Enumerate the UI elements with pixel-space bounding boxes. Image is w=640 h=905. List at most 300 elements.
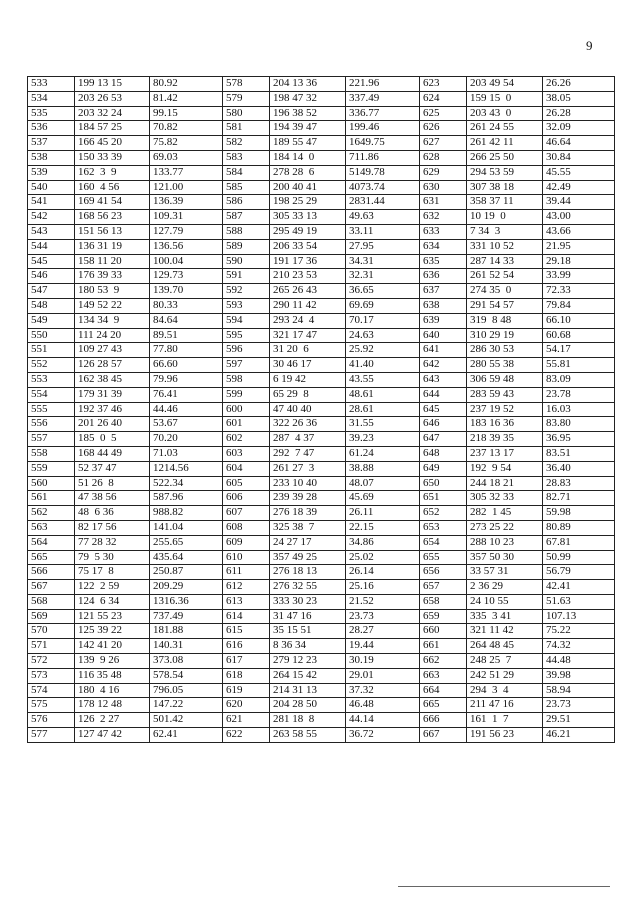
- table-cell-point-number: 646: [420, 417, 467, 432]
- table-cell-distance: 51.63: [543, 594, 615, 609]
- table-cell-bearing: 263 58 55: [270, 728, 346, 743]
- table-cell-bearing: 310 29 19: [467, 328, 543, 343]
- table-cell-point-number: 586: [223, 195, 270, 210]
- table-cell-point-number: 545: [28, 254, 75, 269]
- table-cell-bearing: 77 28 32: [75, 535, 150, 550]
- table-cell-distance: 147.22: [150, 698, 223, 713]
- table-cell-distance: 33.11: [346, 224, 420, 239]
- table-cell-distance: 77.80: [150, 343, 223, 358]
- table-cell-point-number: 618: [223, 668, 270, 683]
- table-cell-bearing: 204 28 50: [270, 698, 346, 713]
- table-cell-bearing: 10 19 0: [467, 210, 543, 225]
- table-cell-distance: 25.02: [346, 550, 420, 565]
- table-cell-point-number: 630: [420, 180, 467, 195]
- table-cell-point-number: 661: [420, 639, 467, 654]
- table-cell-distance: 36.72: [346, 728, 420, 743]
- table-row: [28, 639, 615, 654]
- table-cell-point-number: 571: [28, 639, 75, 654]
- table-cell-distance: 66.60: [150, 358, 223, 373]
- table-row: [28, 594, 615, 609]
- table-cell-distance: 72.33: [543, 284, 615, 299]
- table-cell-point-number: 584: [223, 165, 270, 180]
- table-cell-point-number: 540: [28, 180, 75, 195]
- table-cell-point-number: 637: [420, 284, 467, 299]
- table-cell-distance: 48.61: [346, 387, 420, 402]
- table-cell-distance: 136.56: [150, 239, 223, 254]
- table-cell-point-number: 537: [28, 136, 75, 151]
- table-cell-distance: 16.03: [543, 402, 615, 417]
- table-cell-point-number: 606: [223, 491, 270, 506]
- table-row: [28, 535, 615, 550]
- table-cell-bearing: 305 32 33: [467, 491, 543, 506]
- table-cell-bearing: 242 51 29: [467, 668, 543, 683]
- table-cell-distance: 71.03: [150, 446, 223, 461]
- table-cell-distance: 199.46: [346, 121, 420, 136]
- table-cell-point-number: 559: [28, 461, 75, 476]
- table-row: [28, 432, 615, 447]
- table-cell-bearing: 206 33 54: [270, 239, 346, 254]
- table-cell-distance: 83.51: [543, 446, 615, 461]
- table-row: [28, 491, 615, 506]
- table-cell-distance: 44.14: [346, 713, 420, 728]
- table-cell-bearing: 358 37 11: [467, 195, 543, 210]
- table-cell-bearing: 292 7 47: [270, 446, 346, 461]
- table-cell-bearing: 150 33 39: [75, 150, 150, 165]
- table-cell-bearing: 286 30 53: [467, 343, 543, 358]
- table-cell-point-number: 582: [223, 136, 270, 151]
- table-cell-point-number: 638: [420, 298, 467, 313]
- table-cell-bearing: 239 39 28: [270, 491, 346, 506]
- table-cell-point-number: 608: [223, 520, 270, 535]
- table-cell-point-number: 611: [223, 565, 270, 580]
- table-cell-point-number: 572: [28, 654, 75, 669]
- table-cell-bearing: 184 14 0: [270, 150, 346, 165]
- table-cell-bearing: 7 34 3: [467, 224, 543, 239]
- table-cell-distance: 32.31: [346, 269, 420, 284]
- table-cell-distance: 24.63: [346, 328, 420, 343]
- table-cell-bearing: 124 6 34: [75, 594, 150, 609]
- table-cell-bearing: 281 18 8: [270, 713, 346, 728]
- table-cell-distance: 133.77: [150, 165, 223, 180]
- table-cell-distance: 26.11: [346, 506, 420, 521]
- table-row: [28, 668, 615, 683]
- table-cell-bearing: 237 19 52: [467, 402, 543, 417]
- table-cell-distance: 136.39: [150, 195, 223, 210]
- table-cell-bearing: 306 59 48: [467, 372, 543, 387]
- table-cell-distance: 25.16: [346, 580, 420, 595]
- table-cell-distance: 1316.36: [150, 594, 223, 609]
- table-cell-bearing: 30 46 17: [270, 358, 346, 373]
- table-cell-point-number: 569: [28, 609, 75, 624]
- table-cell-distance: 32.09: [543, 121, 615, 136]
- table-cell-point-number: 553: [28, 372, 75, 387]
- table-cell-bearing: 274 35 0: [467, 284, 543, 299]
- table-cell-bearing: 294 53 59: [467, 165, 543, 180]
- table-cell-bearing: 33 57 31: [467, 565, 543, 580]
- table-cell-bearing: 166 45 20: [75, 136, 150, 151]
- table-cell-point-number: 538: [28, 150, 75, 165]
- table-cell-point-number: 556: [28, 417, 75, 432]
- table-cell-bearing: 261 52 54: [467, 269, 543, 284]
- table-cell-distance: 66.10: [543, 313, 615, 328]
- table-cell-bearing: 6 19 42: [270, 372, 346, 387]
- table-cell-distance: 46.64: [543, 136, 615, 151]
- table-cell-point-number: 588: [223, 224, 270, 239]
- table-cell-bearing: 335 3 41: [467, 609, 543, 624]
- table-cell-point-number: 533: [28, 77, 75, 92]
- table-cell-bearing: 198 25 29: [270, 195, 346, 210]
- table-cell-distance: 67.81: [543, 535, 615, 550]
- table-cell-distance: 70.20: [150, 432, 223, 447]
- table-cell-bearing: 203 32 24: [75, 106, 150, 121]
- table-cell-distance: 43.55: [346, 372, 420, 387]
- table-cell-point-number: 601: [223, 417, 270, 432]
- table-row: [28, 136, 615, 151]
- table-cell-bearing: 200 40 41: [270, 180, 346, 195]
- table-cell-point-number: 578: [223, 77, 270, 92]
- table-cell-point-number: 642: [420, 358, 467, 373]
- table-cell-point-number: 650: [420, 476, 467, 491]
- table-cell-point-number: 609: [223, 535, 270, 550]
- table-row: [28, 121, 615, 136]
- table-cell-point-number: 657: [420, 580, 467, 595]
- table-cell-bearing: 331 10 52: [467, 239, 543, 254]
- table-cell-distance: 83.80: [543, 417, 615, 432]
- table-cell-bearing: 203 49 54: [467, 77, 543, 92]
- table-cell-point-number: 591: [223, 269, 270, 284]
- table-cell-distance: 75.82: [150, 136, 223, 151]
- table-cell-bearing: 180 53 9: [75, 284, 150, 299]
- table-cell-point-number: 639: [420, 313, 467, 328]
- table-cell-distance: 1649.75: [346, 136, 420, 151]
- table-cell-distance: 21.52: [346, 594, 420, 609]
- table-cell-point-number: 598: [223, 372, 270, 387]
- table-row: [28, 165, 615, 180]
- footer-rule: [398, 886, 610, 887]
- table-cell-distance: 26.26: [543, 77, 615, 92]
- table-row: [28, 402, 615, 417]
- table-cell-distance: 26.28: [543, 106, 615, 121]
- table-cell-bearing: 291 54 57: [467, 298, 543, 313]
- table-cell-bearing: 261 27 3: [270, 461, 346, 476]
- table-row: [28, 520, 615, 535]
- table-cell-point-number: 660: [420, 624, 467, 639]
- table-cell-distance: 44.46: [150, 402, 223, 417]
- table-cell-distance: 43.00: [543, 210, 615, 225]
- table-cell-distance: 70.17: [346, 313, 420, 328]
- table-cell-distance: 988.82: [150, 506, 223, 521]
- table-cell-distance: 84.64: [150, 313, 223, 328]
- table-cell-point-number: 653: [420, 520, 467, 535]
- table-cell-bearing: 142 41 20: [75, 639, 150, 654]
- table-cell-bearing: 122 2 59: [75, 580, 150, 595]
- table-cell-distance: 75.22: [543, 624, 615, 639]
- table-cell-distance: 79.84: [543, 298, 615, 313]
- table-cell-distance: 25.92: [346, 343, 420, 358]
- table-cell-distance: 46.48: [346, 698, 420, 713]
- table-cell-point-number: 552: [28, 358, 75, 373]
- table-cell-distance: 1214.56: [150, 461, 223, 476]
- table-cell-bearing: 294 3 4: [467, 683, 543, 698]
- page-number: 9: [586, 38, 593, 53]
- table-cell-bearing: 139 9 26: [75, 654, 150, 669]
- table-cell-distance: 522.34: [150, 476, 223, 491]
- table-cell-distance: 373.08: [150, 654, 223, 669]
- table-row: [28, 358, 615, 373]
- table-cell-point-number: 617: [223, 654, 270, 669]
- table-cell-distance: 221.96: [346, 77, 420, 92]
- table-cell-distance: 36.95: [543, 432, 615, 447]
- table-cell-bearing: 201 26 40: [75, 417, 150, 432]
- table-cell-point-number: 663: [420, 668, 467, 683]
- table-cell-point-number: 574: [28, 683, 75, 698]
- table-cell-bearing: 151 56 13: [75, 224, 150, 239]
- table-cell-bearing: 160 4 56: [75, 180, 150, 195]
- table-cell-distance: 69.03: [150, 150, 223, 165]
- table-cell-point-number: 595: [223, 328, 270, 343]
- table-cell-distance: 23.73: [346, 609, 420, 624]
- table-cell-distance: 141.04: [150, 520, 223, 535]
- table-cell-distance: 46.21: [543, 728, 615, 743]
- table-cell-distance: 53.67: [150, 417, 223, 432]
- table-cell-point-number: 568: [28, 594, 75, 609]
- table-cell-point-number: 648: [420, 446, 467, 461]
- table-cell-distance: 29.51: [543, 713, 615, 728]
- table-row: [28, 298, 615, 313]
- table-cell-point-number: 566: [28, 565, 75, 580]
- table-cell-point-number: 577: [28, 728, 75, 743]
- table-cell-bearing: 237 13 17: [467, 446, 543, 461]
- table-cell-distance: 81.42: [150, 91, 223, 106]
- table-cell-point-number: 615: [223, 624, 270, 639]
- table-cell-bearing: 47 40 40: [270, 402, 346, 417]
- table-cell-point-number: 620: [223, 698, 270, 713]
- table-cell-point-number: 641: [420, 343, 467, 358]
- table-cell-point-number: 629: [420, 165, 467, 180]
- table-cell-bearing: 279 12 23: [270, 654, 346, 669]
- table-row: [28, 609, 615, 624]
- table-row: [28, 698, 615, 713]
- table-cell-distance: 140.31: [150, 639, 223, 654]
- table-cell-distance: 37.32: [346, 683, 420, 698]
- table-cell-distance: 50.99: [543, 550, 615, 565]
- table-cell-point-number: 634: [420, 239, 467, 254]
- table-cell-distance: 501.42: [150, 713, 223, 728]
- table-cell-bearing: 189 55 47: [270, 136, 346, 151]
- table-cell-bearing: 266 25 50: [467, 150, 543, 165]
- table-cell-point-number: 664: [420, 683, 467, 698]
- table-cell-bearing: 35 15 51: [270, 624, 346, 639]
- table-cell-point-number: 628: [420, 150, 467, 165]
- table-row: [28, 580, 615, 595]
- table-row: [28, 195, 615, 210]
- table-cell-bearing: 196 38 52: [270, 106, 346, 121]
- table-cell-distance: 48.07: [346, 476, 420, 491]
- table-cell-point-number: 623: [420, 77, 467, 92]
- table-cell-bearing: 192 9 54: [467, 461, 543, 476]
- table-cell-point-number: 644: [420, 387, 467, 402]
- table-cell-distance: 107.13: [543, 609, 615, 624]
- table-cell-bearing: 233 10 40: [270, 476, 346, 491]
- table-cell-bearing: 136 31 19: [75, 239, 150, 254]
- table-cell-point-number: 535: [28, 106, 75, 121]
- table-cell-bearing: 51 26 8: [75, 476, 150, 491]
- table-cell-distance: 36.65: [346, 284, 420, 299]
- table-cell-point-number: 543: [28, 224, 75, 239]
- table-cell-bearing: 178 12 48: [75, 698, 150, 713]
- table-row: [28, 284, 615, 299]
- table-cell-bearing: 31 20 6: [270, 343, 346, 358]
- table-cell-distance: 22.15: [346, 520, 420, 535]
- table-row: [28, 387, 615, 402]
- table-cell-bearing: 158 11 20: [75, 254, 150, 269]
- table-cell-bearing: 273 25 22: [467, 520, 543, 535]
- table-cell-bearing: 295 49 19: [270, 224, 346, 239]
- table-cell-distance: 36.40: [543, 461, 615, 476]
- table-cell-point-number: 621: [223, 713, 270, 728]
- table-cell-bearing: 168 44 49: [75, 446, 150, 461]
- table-row: [28, 446, 615, 461]
- table-cell-bearing: 203 26 53: [75, 91, 150, 106]
- table-cell-bearing: 203 43 0: [467, 106, 543, 121]
- table-cell-point-number: 635: [420, 254, 467, 269]
- table-cell-bearing: 307 38 18: [467, 180, 543, 195]
- table-cell-point-number: 594: [223, 313, 270, 328]
- table-cell-point-number: 549: [28, 313, 75, 328]
- table-cell-bearing: 192 37 46: [75, 402, 150, 417]
- table-cell-distance: 796.05: [150, 683, 223, 698]
- table-cell-distance: 209.29: [150, 580, 223, 595]
- table-cell-bearing: 198 47 32: [270, 91, 346, 106]
- table-cell-bearing: 321 11 42: [467, 624, 543, 639]
- table-row: [28, 461, 615, 476]
- table-cell-bearing: 47 38 56: [75, 491, 150, 506]
- table-cell-distance: 19.44: [346, 639, 420, 654]
- table-cell-distance: 737.49: [150, 609, 223, 624]
- table-cell-distance: 28.61: [346, 402, 420, 417]
- table-cell-point-number: 576: [28, 713, 75, 728]
- table-row: [28, 506, 615, 521]
- table-cell-distance: 83.09: [543, 372, 615, 387]
- table-cell-distance: 42.49: [543, 180, 615, 195]
- table-cell-point-number: 602: [223, 432, 270, 447]
- table-cell-distance: 30.19: [346, 654, 420, 669]
- table-cell-point-number: 534: [28, 91, 75, 106]
- table-cell-point-number: 596: [223, 343, 270, 358]
- table-cell-distance: 2831.44: [346, 195, 420, 210]
- table-cell-distance: 45.55: [543, 165, 615, 180]
- table-cell-point-number: 624: [420, 91, 467, 106]
- table-cell-distance: 41.40: [346, 358, 420, 373]
- table-cell-point-number: 542: [28, 210, 75, 225]
- table-cell-distance: 61.24: [346, 446, 420, 461]
- table-cell-bearing: 125 39 22: [75, 624, 150, 639]
- table-cell-bearing: 24 27 17: [270, 535, 346, 550]
- table-cell-distance: 129.73: [150, 269, 223, 284]
- table-cell-bearing: 31 47 16: [270, 609, 346, 624]
- table-cell-point-number: 604: [223, 461, 270, 476]
- table-row: [28, 106, 615, 121]
- table-cell-point-number: 600: [223, 402, 270, 417]
- table-cell-distance: 49.63: [346, 210, 420, 225]
- table-cell-point-number: 640: [420, 328, 467, 343]
- table-cell-point-number: 619: [223, 683, 270, 698]
- table-cell-point-number: 643: [420, 372, 467, 387]
- table-cell-bearing: 218 39 35: [467, 432, 543, 447]
- table-cell-point-number: 593: [223, 298, 270, 313]
- table-cell-point-number: 585: [223, 180, 270, 195]
- table-cell-distance: 255.65: [150, 535, 223, 550]
- table-cell-bearing: 276 18 13: [270, 565, 346, 580]
- table-cell-point-number: 658: [420, 594, 467, 609]
- table-cell-point-number: 567: [28, 580, 75, 595]
- table-row: [28, 210, 615, 225]
- table-cell-bearing: 79 5 30: [75, 550, 150, 565]
- table-cell-bearing: 24 10 55: [467, 594, 543, 609]
- table-cell-bearing: 322 26 36: [270, 417, 346, 432]
- table-cell-point-number: 631: [420, 195, 467, 210]
- table-row: [28, 550, 615, 565]
- table-cell-bearing: 109 27 43: [75, 343, 150, 358]
- table-cell-point-number: 665: [420, 698, 467, 713]
- table-cell-point-number: 590: [223, 254, 270, 269]
- table-cell-bearing: 116 35 48: [75, 668, 150, 683]
- table-cell-point-number: 547: [28, 284, 75, 299]
- table-cell-bearing: 179 31 39: [75, 387, 150, 402]
- table-cell-distance: 21.95: [543, 239, 615, 254]
- table-cell-point-number: 558: [28, 446, 75, 461]
- table-row: [28, 224, 615, 239]
- table-cell-bearing: 357 50 30: [467, 550, 543, 565]
- table-row: [28, 624, 615, 639]
- table-cell-bearing: 176 39 33: [75, 269, 150, 284]
- table-cell-point-number: 592: [223, 284, 270, 299]
- table-cell-bearing: 149 52 22: [75, 298, 150, 313]
- table-cell-bearing: 127 47 42: [75, 728, 150, 743]
- table-cell-distance: 34.86: [346, 535, 420, 550]
- table-cell-bearing: 210 23 53: [270, 269, 346, 284]
- table-cell-distance: 711.86: [346, 150, 420, 165]
- table-cell-point-number: 636: [420, 269, 467, 284]
- table-cell-distance: 60.68: [543, 328, 615, 343]
- table-cell-bearing: 169 41 54: [75, 195, 150, 210]
- table-cell-point-number: 599: [223, 387, 270, 402]
- table-cell-distance: 42.41: [543, 580, 615, 595]
- table-cell-point-number: 656: [420, 565, 467, 580]
- table-cell-distance: 55.81: [543, 358, 615, 373]
- table-cell-distance: 39.23: [346, 432, 420, 447]
- table-cell-bearing: 264 15 42: [270, 668, 346, 683]
- table-cell-distance: 74.32: [543, 639, 615, 654]
- table-cell-distance: 109.31: [150, 210, 223, 225]
- table-cell-point-number: 565: [28, 550, 75, 565]
- table-cell-bearing: 265 26 43: [270, 284, 346, 299]
- table-cell-bearing: 204 13 36: [270, 77, 346, 92]
- table-cell-bearing: 159 15 0: [467, 91, 543, 106]
- table-cell-point-number: 544: [28, 239, 75, 254]
- table-cell-distance: 33.99: [543, 269, 615, 284]
- table-cell-distance: 89.51: [150, 328, 223, 343]
- table-cell-bearing: 168 56 23: [75, 210, 150, 225]
- table-cell-point-number: 551: [28, 343, 75, 358]
- table-cell-distance: 4073.74: [346, 180, 420, 195]
- table-cell-bearing: 248 25 7: [467, 654, 543, 669]
- table-row: [28, 372, 615, 387]
- table-cell-bearing: 276 18 39: [270, 506, 346, 521]
- table-cell-bearing: 321 17 47: [270, 328, 346, 343]
- table-cell-point-number: 563: [28, 520, 75, 535]
- table-cell-distance: 23.78: [543, 387, 615, 402]
